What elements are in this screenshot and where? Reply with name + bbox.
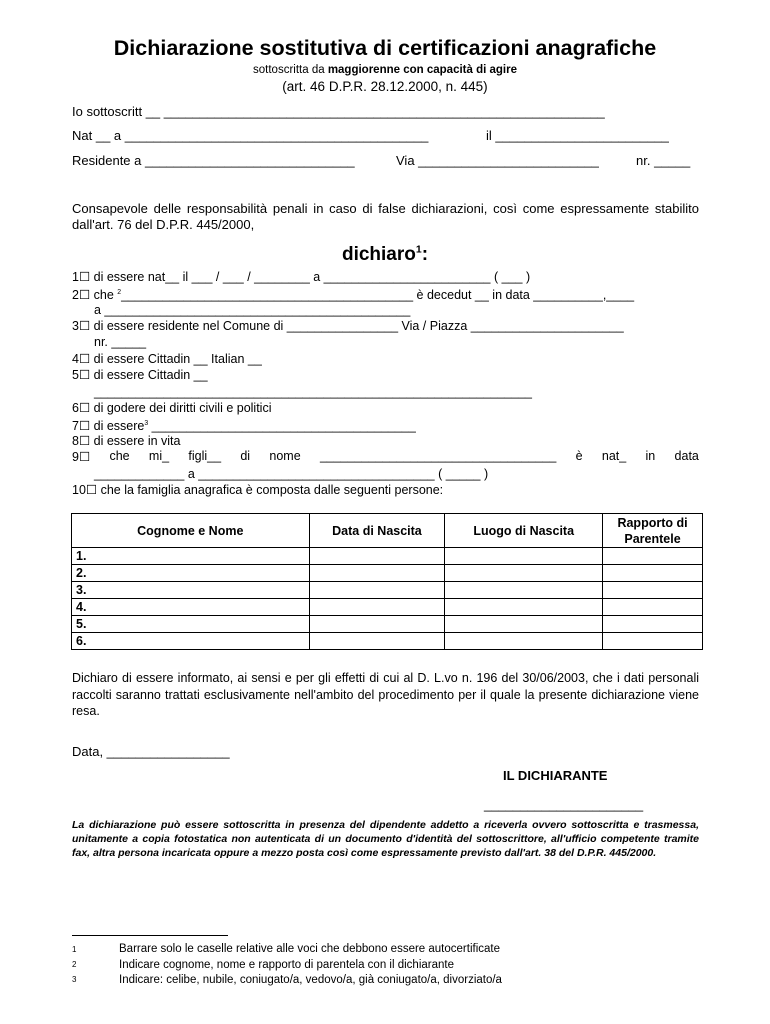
- item-9-word: nome: [269, 449, 301, 463]
- subtitle-prefix: sottoscritta da: [253, 64, 328, 76]
- checkbox-item-6[interactable]: 6☐ di godere dei diritti civili e politici: [72, 401, 272, 415]
- item-9-word: __________________________________: [319, 449, 557, 463]
- subtitle-bold: maggiorenne con capacità di agire: [327, 64, 517, 76]
- item-9-word: è: [575, 449, 583, 463]
- field-via[interactable]: Via _________________________: [396, 153, 599, 168]
- table-cell[interactable]: [445, 599, 603, 616]
- header-cognome-nome: Cognome e Nome: [72, 514, 310, 548]
- field-numero[interactable]: nr. _____: [636, 153, 691, 168]
- footnote-number: 2: [72, 960, 77, 969]
- table-cell[interactable]: [445, 633, 603, 650]
- checkbox-item-4[interactable]: 4☐ di essere Cittadin __ Italian __: [72, 352, 262, 366]
- table-cell[interactable]: [309, 616, 445, 633]
- family-table: [71, 513, 703, 650]
- item-2-continuation[interactable]: a ____________________________________________: [94, 303, 411, 317]
- table-row: [72, 565, 703, 582]
- footnote-3: [72, 972, 76, 987]
- signature-label: IL DICHIARANTE: [503, 768, 608, 783]
- document-subtitle: [0, 64, 770, 76]
- field-nato-a[interactable]: Nat __ a __________________________________________: [72, 128, 429, 143]
- dichiaro-heading: [0, 244, 770, 266]
- footnote-2-text: Indicare cognome, nome e rapporto di parentela con il dichiarante: [119, 959, 454, 971]
- table-header-row: [72, 514, 703, 548]
- checkbox-item-9[interactable]: [72, 449, 699, 464]
- checkbox-item-7[interactable]: [72, 416, 416, 434]
- table-row: [72, 616, 703, 633]
- item-9-word: 9☐: [72, 450, 91, 464]
- item-9-word: di: [240, 449, 251, 463]
- item-9-word: in: [645, 449, 656, 463]
- table-cell[interactable]: [603, 616, 703, 633]
- document-title: Dichiarazione sostitutiva di certificazioni anagrafiche: [113, 36, 657, 60]
- footnote-number: 3: [72, 975, 77, 984]
- row-number: 2.: [72, 565, 310, 582]
- privacy-paragraph: Dichiaro di essere informato, ai sensi e per gli effetti di cui al D. L.vo n. 196 del 30/06/2003, che i dati personali raccolti saranno trattati esclusivamente nell'ambito del procedimento per il quale la presente dichiarazione viene resa.: [72, 671, 699, 718]
- item-7-start: 7☐ di essere: [72, 419, 145, 434]
- footnote-1: [72, 942, 76, 957]
- table-cell[interactable]: [603, 548, 703, 565]
- table-row: [72, 633, 703, 650]
- row-number: 5.: [72, 616, 310, 633]
- table-cell[interactable]: [445, 616, 603, 633]
- item-2-start: 2☐ che: [72, 288, 118, 303]
- item-9-continuation[interactable]: _____________ a __________________________________ ( _____ ): [94, 467, 489, 481]
- table-row: [72, 599, 703, 616]
- signature-line[interactable]: ______________________: [484, 797, 644, 812]
- footnote-2: [72, 957, 76, 972]
- header-data-nascita: Data di Nascita: [309, 514, 445, 548]
- table-cell[interactable]: [309, 565, 445, 582]
- table-row: [72, 582, 703, 599]
- table-cell[interactable]: [309, 599, 445, 616]
- dichiaro-colon: :: [421, 244, 429, 265]
- checkbox-item-5[interactable]: 5☐ di essere Cittadin __: [72, 368, 208, 382]
- item-5-continuation[interactable]: _______________________________________________________________: [94, 385, 532, 399]
- item-3-continuation[interactable]: nr. _____: [94, 335, 147, 349]
- table-cell[interactable]: [309, 633, 445, 650]
- header-luogo-nascita: Luogo di Nascita: [445, 514, 603, 548]
- item-2-end: __________________________________________ è decedut __ in data __________,____: [121, 288, 635, 303]
- table-row: [72, 548, 703, 565]
- date-field[interactable]: Data, _________________: [72, 744, 230, 759]
- row-number: 3.: [72, 582, 310, 599]
- field-sottoscritto[interactable]: Io sottoscritt __ _____________________________________________________________: [72, 104, 605, 119]
- checkbox-item-1[interactable]: 1☐ di essere nat__ il ___ / ___ / ________ a ________________________ ( ___ ): [72, 270, 531, 284]
- checkbox-item-2[interactable]: [72, 285, 634, 303]
- table-cell[interactable]: [603, 633, 703, 650]
- table-cell[interactable]: [445, 548, 603, 565]
- checkbox-item-10[interactable]: 10☐ che la famiglia anagrafica è composta dalle seguenti persone:: [72, 483, 444, 497]
- table-cell[interactable]: [603, 565, 703, 582]
- footnote-1-text: Barrare solo le caselle relative alle voci che debbono essere autocertificate: [119, 943, 500, 955]
- submission-note: La dichiarazione può essere sottoscritta in presenza del dipendente addetto a riceverla ovvero sottoscritta e trasmessa, unitamente a copia fotostatica non autenticata di un documento d'identità del sottoscrittore, all'ufficio competente tramite fax, altra persona incaricata oppure a mezzo posta così come espressamente previsto dall'art. 38 del D.P.R. 445/2000.: [72, 819, 699, 859]
- item-9-word: figli__: [188, 449, 222, 463]
- footnote-ref-3: 3: [144, 420, 149, 427]
- field-residente[interactable]: Residente a _____________________________: [72, 153, 355, 168]
- footnote-ref-1: 1: [415, 244, 422, 256]
- field-nato-il[interactable]: il ________________________: [486, 128, 669, 143]
- dichiaro-word: dichiaro: [341, 244, 416, 265]
- legal-reference: (art. 46 D.P.R. 28.12.2000, n. 445): [282, 79, 488, 94]
- checkbox-item-8[interactable]: 8☐ di essere in vita: [72, 434, 181, 448]
- table-cell[interactable]: [603, 599, 703, 616]
- row-number: 6.: [72, 633, 310, 650]
- footnote-divider: [72, 935, 228, 936]
- header-rapporto-parentela: Rapporto di Parentele: [603, 514, 703, 548]
- row-number: 1.: [72, 548, 310, 565]
- item-7-end: ______________________________________: [148, 419, 416, 434]
- row-number: 4.: [72, 599, 310, 616]
- item-9-word: nat_: [601, 449, 627, 463]
- table-cell[interactable]: [309, 548, 445, 565]
- footnote-3-text: Indicare: celibe, nubile, coniugato/a, vedovo/a, già coniugato/a, divorziato/a: [119, 974, 502, 986]
- intro-paragraph: Consapevole delle responsabilità penali in caso di false dichiarazioni, così come espressamente stabilito dall'art. 76 del D.P.R. 445/2000,: [72, 201, 699, 232]
- table-cell[interactable]: [445, 582, 603, 599]
- table-cell[interactable]: [309, 582, 445, 599]
- footnote-ref-2: 2: [117, 289, 122, 296]
- table-cell[interactable]: [603, 582, 703, 599]
- table-cell[interactable]: [445, 565, 603, 582]
- item-9-word: mi_: [148, 449, 170, 463]
- item-9-word: data: [674, 449, 699, 463]
- footnote-number: 1: [72, 945, 77, 954]
- item-9-word: che: [109, 449, 130, 463]
- checkbox-item-3[interactable]: 3☐ di essere residente nel Comune di ________________ Via / Piazza ______________________: [72, 319, 624, 333]
